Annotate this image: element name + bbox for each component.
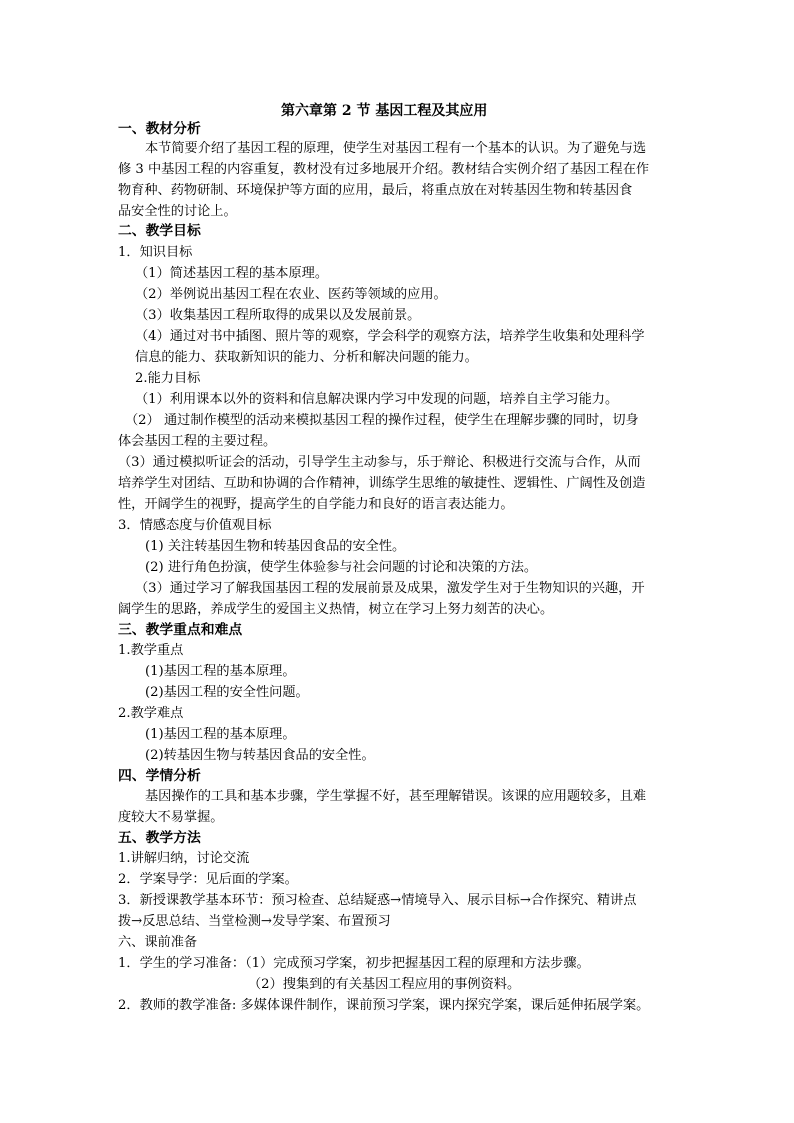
paragraph-line: 度较大不易掌握。 [118, 810, 224, 825]
paragraph-line: 品安全性的讨论上。 [118, 204, 237, 219]
list-item: （1）简述基因工程的基本原理。 [135, 266, 329, 281]
subheading-difficulties: 2.教学难点 [118, 706, 184, 721]
list-item-continuation: 培养学生对团结、互助和协调的合作精神，训练学生思维的敏捷性、逻辑性、广阔性及创造 [118, 476, 646, 491]
list-item: （2）举例说出基因工程在农业、医药等领域的应用。 [135, 287, 447, 302]
paragraph-line: 修 3 中基因工程的内容重复，教材没有过多地展开介绍。教材结合实例介绍了基因工程在作 [118, 162, 650, 177]
list-item-continuation: 拨→反思总结、当堂检测→发导学案、布置预习 [118, 914, 391, 929]
list-item: 3．新授课教学基本环节：预习检查、总结疑惑→情境导入、展示目标→合作探究、精讲点 [118, 893, 637, 908]
list-item-continuation: 信息的能力、获取新知识的能力、分析和解决问题的能力。 [135, 350, 478, 365]
subheading-knowledge: 1．知识目标 [118, 245, 193, 260]
list-item: (1)基因工程的基本原理。 [145, 727, 296, 742]
list-item: （2） 通过制作模型的活动来模拟基因工程的操作过程，使学生在理解步骤的同时，切身 [125, 413, 639, 428]
list-item: (1) 关注转基因生物和转基因食品的安全性。 [145, 539, 406, 554]
list-item: （3）通过学习了解我国基因工程的发展前景及成果，激发学生对于生物知识的兴趣，开 [135, 581, 645, 596]
list-item-continuation: （2）搜集到的有关基因工程应用的事例资料。 [248, 977, 521, 992]
list-item-continuation: 阔学生的思路，养成学生的爱国主义热情，树立在学习上努力刻苦的决心。 [118, 602, 554, 617]
section-heading-key-points: 三、教学重点和难点 [118, 622, 243, 638]
list-item: 1．学生的学习准备：（1）完成预习学案，初步把握基因工程的原理和方法步骤。 [118, 956, 590, 971]
list-item: （3）通过模拟听证会的活动，引导学生主动参与，乐于辩论、积极进行交流与合作，从而 [118, 455, 641, 470]
section-heading-materials: 一、教材分析 [118, 121, 201, 137]
list-item: （1）利用课本以外的资料和信息解决课内学习中发现的问题，培养自主学习能力。 [135, 392, 619, 407]
paragraph-line: 基因操作的工具和基本步骤，学生掌握不好，甚至理解错误。该课的应用题较多，且难 [145, 789, 647, 804]
list-item: (1)基因工程的基本原理。 [145, 664, 296, 679]
section-heading-preparation: 六、课前准备 [118, 935, 198, 950]
list-item: (2)转基因生物与转基因食品的安全性。 [145, 748, 375, 763]
section-heading-objectives: 二、教学目标 [118, 223, 201, 239]
list-item: 2．教师的教学准备: 多媒体课件制作，课前预习学案，课内探究学案，课后延伸拓展学案。 [118, 998, 650, 1013]
section-heading-student-analysis: 四、学情分析 [118, 768, 201, 784]
list-item: 1.讲解归纳，讨论交流 [118, 851, 250, 866]
paragraph-line: 物育种、药物研制、环境保护等方面的应用，最后，将重点放在对转基因生物和转基因食 [118, 183, 633, 198]
subheading-key-points: 1.教学重点 [118, 643, 184, 658]
section-heading-methods: 五、教学方法 [118, 830, 201, 846]
subheading-attitude: 3．情感态度与价值观目标 [118, 518, 272, 533]
list-item: （4）通过对书中插图、照片等的观察，学会科学的观察方法，培养学生收集和处理科学 [135, 329, 645, 344]
list-item: (2)基因工程的安全性问题。 [145, 685, 309, 700]
list-item-continuation: 性，开阔学生的视野，提高学生的自学能力和良好的语言表达能力。 [118, 497, 514, 512]
list-item: (2) 进行角色扮演，使学生体验参与社会问题的讨论和决策的方法。 [145, 560, 538, 575]
subheading-ability: 2.能力目标 [135, 371, 201, 386]
list-item: 2．学案导学：见后面的学案。 [118, 872, 298, 887]
page-title: 第六章第 2 节 基因工程及其应用 [281, 103, 488, 119]
paragraph-line: 本节简要介绍了基因工程的原理，使学生对基因工程有一个基本的认识。为了避免与选 [145, 141, 647, 156]
list-item: （3）收集基因工程所取得的成果以及发展前景。 [135, 308, 421, 323]
list-item-continuation: 体会基因工程的主要过程。 [118, 434, 277, 449]
